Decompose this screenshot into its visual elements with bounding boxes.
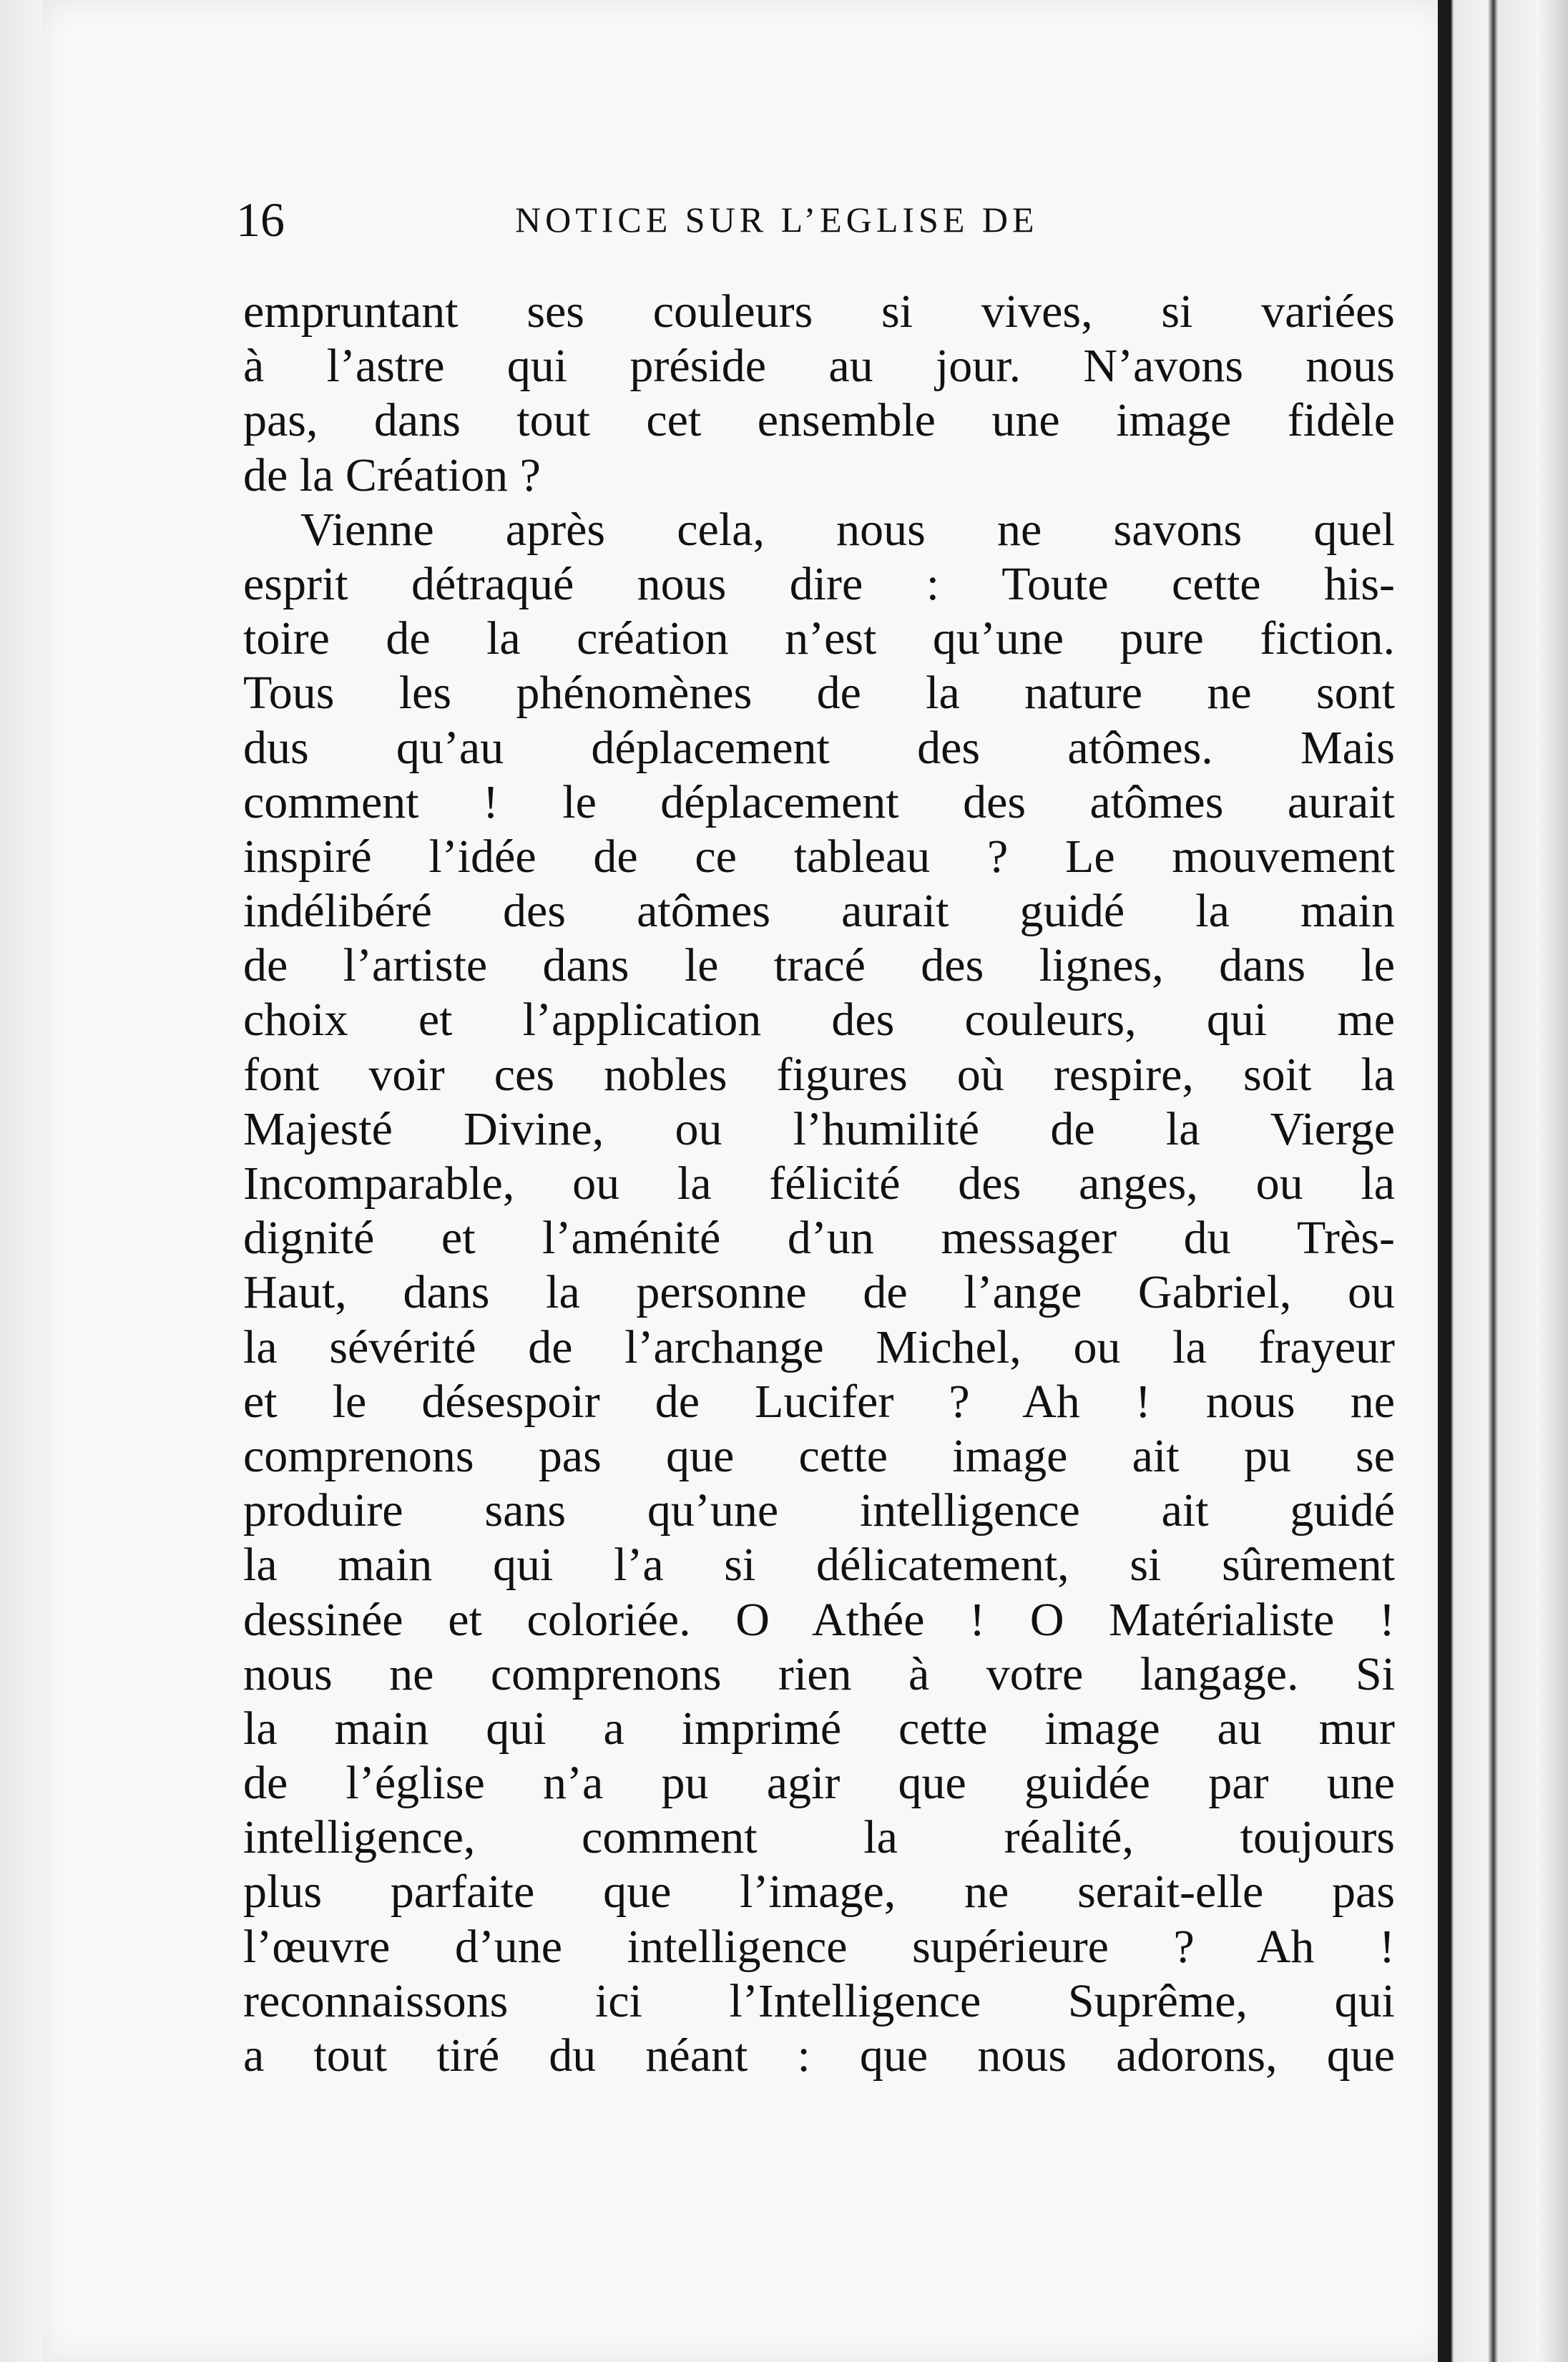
text-line: comment ! le déplacement des atômes aurait bbox=[243, 775, 1395, 828]
text-line: toire de la création n’est qu’une pure fiction. bbox=[243, 612, 1395, 665]
text-line: de l’artiste dans le tracé des lignes, dans le bbox=[243, 939, 1395, 992]
text-line: la main qui l’a si délicatement, si sûrement bbox=[243, 1539, 1395, 1592]
text-line: de la Création ? bbox=[243, 449, 541, 501]
text-line: à l’astre qui préside au jour. N’avons nous bbox=[243, 340, 1395, 393]
text-line: choix et l’application des couleurs, qui me bbox=[243, 994, 1395, 1047]
text-line: Majesté Divine, ou l’humilité de la Vierge bbox=[243, 1102, 1395, 1155]
text-line: l’œuvre d’une intelligence supérieure ? Ah ! bbox=[243, 1920, 1395, 1973]
text-line: empruntant ses couleurs si vives, si variées bbox=[243, 285, 1395, 338]
text-line: indélibéré des atômes aurait guidé la main bbox=[243, 885, 1395, 938]
text-line: dignité et l’aménité d’un messager du Très- bbox=[243, 1212, 1395, 1265]
page-number: 16 bbox=[236, 192, 285, 247]
text-line: inspiré l’idée de ce tableau ? Le mouvement bbox=[243, 830, 1395, 883]
text-line: produire sans qu’une intelligence ait guidé bbox=[243, 1484, 1395, 1537]
text-line: de l’église n’a pu agir que guidée par une bbox=[243, 1757, 1395, 1810]
running-head: NOTICE SUR L’EGLISE DE bbox=[515, 200, 1039, 240]
body-text bbox=[243, 285, 1395, 2083]
text-line: a tout tiré du néant : que nous adorons, que bbox=[243, 2029, 1395, 2082]
text-line: dus qu’au déplacement des atômes. Mais bbox=[243, 721, 1395, 774]
page-header bbox=[236, 187, 1409, 252]
text-line: reconnaissons ici l’Intelligence Suprême, qui bbox=[243, 1974, 1395, 2027]
text-line: comprenons pas que cette image ait pu se bbox=[243, 1429, 1395, 1482]
text-line: pas, dans tout cet ensemble une image fidèle bbox=[243, 394, 1395, 447]
text-line: la main qui a imprimé cette image au mur bbox=[243, 1702, 1395, 1755]
text-line: Tous les phénomènes de la nature ne sont bbox=[243, 667, 1395, 720]
text-line: Haut, dans la personne de l’ange Gabriel, ou bbox=[243, 1266, 1395, 1319]
text-line: Incomparable, ou la félicité des anges, ou la bbox=[243, 1157, 1395, 1210]
text-line: intelligence, comment la réalité, toujours bbox=[243, 1811, 1395, 1864]
text-line: la sévérité de l’archange Michel, ou la frayeur bbox=[243, 1320, 1395, 1373]
book-binding-edge bbox=[1438, 0, 1568, 2362]
text-line: nous ne comprenons rien à votre langage. Si bbox=[243, 1647, 1395, 1700]
text-line: et le désespoir de Lucifer ? Ah ! nous ne bbox=[243, 1375, 1395, 1428]
text-line: dessinée et coloriée. O Athée ! O Matérialiste ! bbox=[243, 1593, 1395, 1646]
text-line: plus parfaite que l’image, ne serait-elle pas bbox=[243, 1866, 1395, 1918]
text-line: esprit détraqué nous dire : Toute cette his- bbox=[243, 557, 1395, 610]
text-line: font voir ces nobles figures où respire, soit la bbox=[243, 1048, 1395, 1101]
text-line: Vienne après cela, nous ne savons quel bbox=[300, 503, 1395, 556]
